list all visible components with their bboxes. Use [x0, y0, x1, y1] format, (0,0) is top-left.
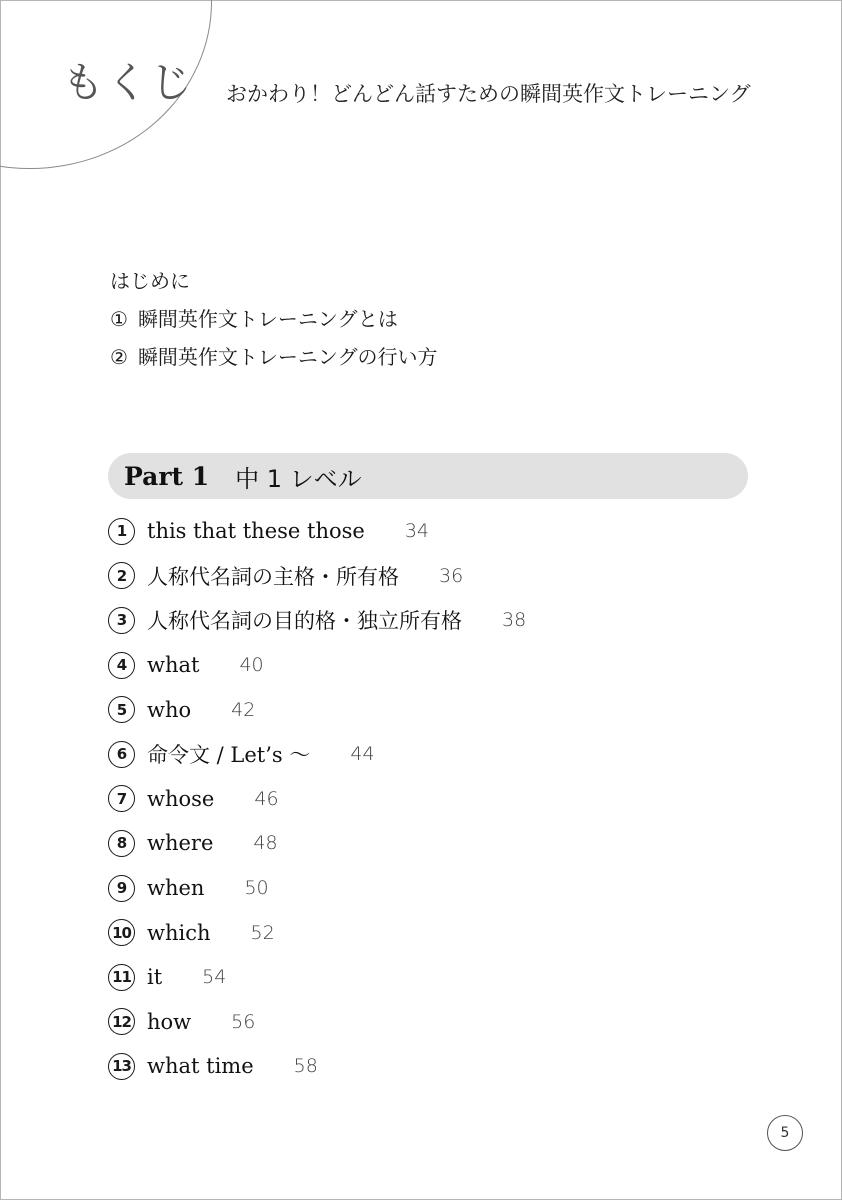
intro-item[interactable]: [110, 338, 438, 376]
chapter-number-badge: 8: [108, 830, 135, 857]
chapter-title: which: [147, 920, 211, 945]
part-header: [108, 453, 748, 499]
page-number-badge: 5: [767, 1115, 803, 1151]
chapter-title: where: [147, 831, 214, 856]
chapter-page-number: 46: [254, 787, 279, 810]
toc-entry[interactable]: [108, 687, 526, 732]
chapter-number-badge: 5: [108, 696, 135, 723]
chapter-number-badge: 3: [108, 607, 135, 634]
intro-item[interactable]: [110, 262, 438, 300]
toc-entry[interactable]: [108, 732, 526, 777]
chapter-title: what time: [147, 1054, 254, 1079]
intro-item-label: 瞬間英作文トレーニングとは: [137, 307, 398, 331]
chapter-page-number: 54: [202, 966, 227, 989]
chapter-number-badge: 6: [108, 741, 135, 768]
chapter-title: this that these those: [147, 519, 365, 544]
chapter-page-number: 52: [250, 921, 275, 944]
toc-entry[interactable]: [108, 509, 526, 554]
chapter-page-number: 44: [350, 743, 375, 766]
part-label: Part 1: [124, 461, 210, 491]
intro-item-marker: ①: [110, 307, 128, 331]
toc-entry[interactable]: [108, 955, 526, 1000]
intro-section: [110, 262, 438, 376]
toc-entry[interactable]: [108, 1044, 526, 1089]
chapter-page-number: 38: [502, 609, 527, 632]
chapter-page-number: 34: [404, 520, 430, 543]
intro-item[interactable]: [110, 300, 438, 338]
toc-entry[interactable]: [108, 554, 526, 599]
toc-entry[interactable]: [108, 866, 526, 911]
toc-entry[interactable]: [108, 910, 526, 955]
chapter-page-number: 42: [231, 698, 256, 721]
chapter-number-badge: 7: [108, 785, 135, 812]
chapter-page-number: 58: [293, 1055, 318, 1078]
chapter-number-badge: 13: [108, 1053, 135, 1080]
toc-entry[interactable]: [108, 598, 526, 643]
chapter-title: what: [147, 653, 200, 678]
chapter-page-number: 40: [239, 654, 264, 677]
chapter-number-badge: 4: [108, 652, 135, 679]
chapter-number-badge: 12: [108, 1008, 135, 1035]
chapter-page-number: 56: [231, 1010, 256, 1033]
toc-entry[interactable]: [108, 1000, 526, 1045]
chapter-title: whose: [147, 786, 215, 811]
chapter-number-badge: 9: [108, 875, 135, 902]
chapter-number-badge: 1: [108, 518, 135, 545]
intro-item-marker: ②: [110, 345, 128, 369]
chapter-page-number: 36: [439, 564, 464, 587]
intro-item-label: 瞬間英作文トレーニングの行い方: [137, 345, 438, 369]
chapter-title: 命令文 / Let’s 〜: [147, 743, 311, 768]
intro-item-label: はじめに: [110, 269, 190, 293]
toc-entry[interactable]: [108, 821, 526, 866]
book-title: おかわり！どんどん話すための瞬間英作文トレーニング: [226, 82, 751, 106]
page-heading: もくじ: [62, 58, 195, 107]
chapter-number-badge: 2: [108, 562, 135, 589]
toc-entry[interactable]: [108, 643, 526, 688]
chapter-title: when: [147, 876, 205, 901]
chapter-page-number: 48: [253, 832, 278, 855]
chapter-title: who: [147, 697, 192, 722]
chapter-number-badge: 10: [108, 919, 135, 946]
chapter-title: it: [147, 965, 163, 990]
toc-entry[interactable]: [108, 777, 526, 822]
part-level: 中 1 レベル: [235, 464, 362, 493]
chapter-page-number: 50: [244, 877, 269, 900]
chapter-title: how: [147, 1009, 192, 1034]
toc-list: [108, 509, 526, 1089]
chapter-title: 人称代名詞の目的格・独立所有格: [147, 609, 462, 634]
chapter-number-badge: 11: [108, 964, 135, 991]
chapter-title: 人称代名詞の主格・所有格: [147, 564, 399, 589]
